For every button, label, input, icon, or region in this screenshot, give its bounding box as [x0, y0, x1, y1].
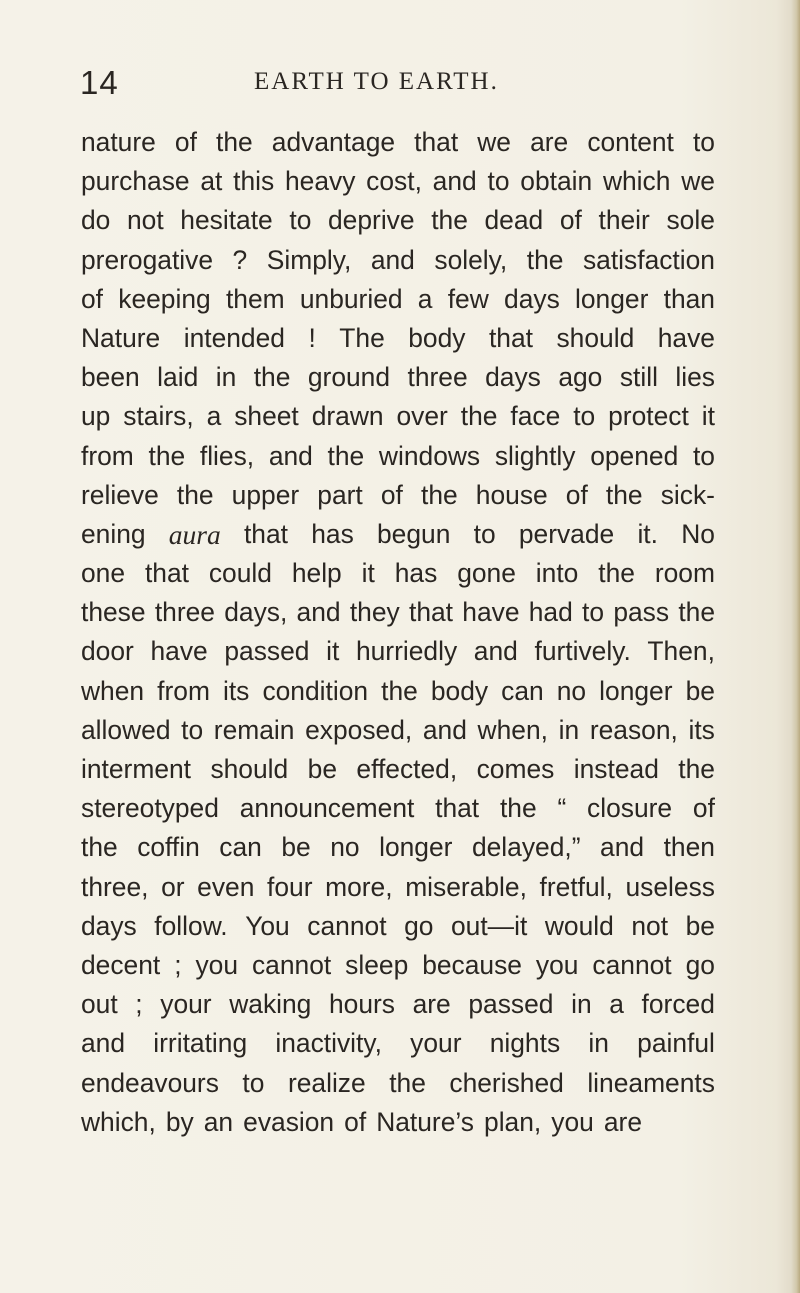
word: cannot: [592, 949, 672, 980]
page-number: 14: [80, 64, 119, 101]
word: into: [535, 558, 579, 589]
word: miserable,: [405, 871, 527, 902]
word: cannot: [251, 949, 332, 980]
word: sleep: [345, 949, 409, 980]
word: days: [504, 283, 560, 314]
word: we: [681, 166, 715, 197]
word: should: [210, 754, 289, 784]
text-line: [81, 280, 715, 319]
word: that: [408, 597, 454, 628]
word: stairs,: [123, 401, 194, 432]
running-title: EARTH TO EARTH.: [254, 68, 499, 95]
word: purchase: [81, 166, 190, 197]
word: intended: [183, 322, 285, 353]
word: dead: [484, 205, 544, 236]
italic-word: aura: [168, 518, 221, 550]
word: over: [396, 401, 448, 432]
word: coffin: [137, 832, 200, 863]
word: and: [422, 714, 467, 745]
word: and: [473, 636, 518, 667]
text-line: [81, 632, 715, 671]
word: slightly: [494, 440, 576, 471]
word: obtain: [520, 166, 593, 197]
word: in: [215, 362, 237, 393]
word: out—it: [451, 910, 528, 941]
word: to: [487, 166, 510, 197]
word: cost,: [366, 166, 422, 197]
word: hours: [328, 989, 395, 1020]
word: of: [565, 479, 588, 510]
word: you: [551, 1106, 594, 1137]
word: interment: [81, 754, 192, 784]
word: the: [148, 440, 186, 471]
word: to: [289, 205, 312, 236]
word: stereotyped: [81, 793, 219, 824]
word: and: [432, 166, 477, 197]
word: ground: [307, 362, 391, 393]
text-line: [81, 868, 715, 907]
word: house: [475, 479, 548, 510]
word: door: [81, 636, 134, 667]
word: solely,: [434, 244, 508, 275]
word: three: [407, 362, 468, 393]
text-line: [81, 476, 715, 515]
word: The: [339, 322, 385, 353]
word: when: [81, 675, 145, 706]
word: these: [81, 597, 146, 628]
word: go: [404, 910, 434, 941]
running-head: [0, 64, 800, 104]
word: the: [253, 362, 291, 393]
word: opened: [590, 440, 679, 471]
word: inactivity,: [275, 1028, 382, 1059]
word: hesitate: [180, 205, 273, 236]
word: room: [654, 558, 715, 589]
word: ;: [174, 949, 182, 980]
word: and: [296, 597, 341, 628]
word: that: [243, 518, 288, 549]
word: to: [242, 1067, 265, 1098]
word: longer: [599, 675, 673, 706]
text-line: [81, 828, 715, 867]
word: pass: [613, 597, 670, 628]
word: protect: [608, 401, 689, 432]
word: to: [473, 518, 496, 549]
word: out: [81, 989, 118, 1020]
word: the: [526, 244, 564, 275]
word: that: [488, 322, 533, 353]
word: windows: [378, 440, 481, 471]
text-line: [81, 554, 715, 593]
word: would: [544, 910, 614, 941]
word: their: [598, 205, 650, 236]
word: has: [394, 558, 438, 589]
word: prerogative: [81, 244, 214, 275]
word: to: [692, 440, 715, 471]
word: effected,: [356, 754, 458, 784]
text-line: [81, 123, 715, 162]
word: the: [327, 440, 365, 471]
word: at: [200, 166, 223, 197]
word: to: [573, 401, 596, 432]
word: face: [510, 401, 561, 432]
text-line: [81, 593, 715, 632]
word: of: [344, 1106, 367, 1137]
word: your: [410, 1028, 462, 1059]
text-line: [81, 672, 715, 711]
word: have: [150, 636, 208, 667]
word: Nature’s: [376, 1106, 474, 1137]
text-line: [81, 907, 715, 946]
word: them: [225, 283, 285, 314]
word: realize: [287, 1067, 366, 1098]
word: which,: [81, 1106, 156, 1137]
word: than: [663, 283, 715, 314]
text-line: [81, 1024, 715, 1063]
word: fretful,: [539, 871, 613, 902]
word: in: [571, 989, 592, 1020]
word: flies,: [199, 440, 255, 471]
word: can: [501, 675, 544, 706]
word: upper: [231, 479, 300, 510]
word: waking: [229, 989, 312, 1020]
text-line: [81, 358, 715, 397]
word: longer: [575, 283, 649, 314]
word: the: [460, 401, 498, 432]
word: the: [176, 479, 214, 510]
word: could: [208, 558, 272, 589]
word: a: [417, 283, 433, 314]
word: days: [81, 910, 137, 941]
word: to: [582, 597, 605, 628]
word: be: [685, 910, 715, 941]
word: follow.: [154, 910, 228, 941]
word: irritating: [153, 1028, 248, 1059]
word: to: [692, 127, 715, 157]
word: hurriedly: [355, 636, 458, 667]
word: the: [431, 205, 468, 236]
word: few: [447, 283, 489, 314]
text-line: [81, 946, 715, 985]
word: by: [165, 1106, 194, 1137]
word: do: [81, 205, 111, 236]
word: plan,: [484, 1106, 542, 1137]
word: lies: [675, 362, 715, 393]
word: days: [485, 362, 541, 393]
word: one: [81, 558, 126, 589]
word: from: [157, 675, 210, 706]
text-line: [81, 1103, 715, 1142]
word: because: [422, 949, 522, 980]
word: exposed,: [305, 714, 413, 745]
text-line: [81, 711, 715, 750]
word: and: [600, 832, 645, 863]
word: part: [317, 479, 363, 510]
word: can: [219, 832, 262, 863]
word: of: [559, 205, 582, 236]
word: days,: [224, 597, 288, 628]
word: Simply,: [266, 244, 352, 275]
word: a: [609, 989, 624, 1020]
text-line: [81, 985, 715, 1024]
word: laid: [157, 362, 199, 393]
word: no: [330, 832, 360, 863]
word: cherished: [449, 1067, 564, 1098]
word: the: [678, 754, 715, 784]
word: !: [308, 322, 316, 353]
word: the: [420, 479, 458, 510]
word: ago: [558, 362, 603, 393]
word: the: [389, 1067, 426, 1098]
word: had: [528, 597, 573, 628]
word: be: [307, 754, 337, 784]
word: drawn: [311, 401, 384, 432]
word: You: [245, 910, 290, 941]
word: the: [381, 675, 418, 706]
word: satisfaction: [582, 244, 715, 275]
word: the: [605, 479, 643, 510]
word: decent: [81, 949, 161, 980]
word: not: [126, 205, 164, 236]
word: three: [154, 597, 215, 628]
body-text: [81, 123, 715, 1142]
word: this: [233, 166, 275, 197]
word: it: [326, 636, 340, 667]
word: relieve: [81, 479, 159, 510]
word: and: [81, 1028, 126, 1059]
word: heavy: [284, 166, 356, 197]
word: passed: [468, 989, 554, 1020]
text-line: [81, 201, 715, 240]
word: ening: [81, 518, 146, 549]
word: “: [557, 793, 567, 824]
word: are: [530, 127, 569, 157]
word: to: [181, 714, 204, 745]
word: ;: [135, 989, 143, 1020]
word: nights: [489, 1028, 561, 1059]
word: No: [681, 518, 715, 549]
word: remain: [213, 714, 295, 745]
word: longer: [379, 832, 453, 863]
word: nature: [81, 127, 156, 157]
word: up: [81, 401, 111, 432]
word: Then,: [647, 636, 715, 667]
word: reason,: [589, 714, 678, 745]
word: advantage: [271, 127, 396, 157]
word: the: [216, 127, 253, 157]
word: the: [81, 832, 118, 863]
word: its: [222, 675, 250, 706]
word: be: [685, 675, 715, 706]
word: which: [602, 166, 671, 197]
word: keeping: [118, 283, 211, 314]
word: no: [556, 675, 587, 706]
word: more,: [325, 871, 393, 902]
word: ?: [232, 244, 248, 275]
word: lineaments: [587, 1067, 715, 1098]
word: or: [161, 871, 185, 902]
word: it: [701, 401, 715, 432]
word: help: [291, 558, 342, 589]
word: begun: [377, 518, 451, 549]
word: Nature: [81, 322, 161, 353]
word: then: [663, 832, 715, 863]
text-line: [81, 319, 715, 358]
text-line: [81, 789, 715, 828]
word: when,: [477, 714, 548, 745]
word: content: [587, 127, 674, 157]
word: of: [81, 283, 104, 314]
word: closure: [587, 793, 673, 824]
word: its: [688, 714, 715, 745]
word: of: [692, 793, 715, 824]
word: be: [281, 832, 311, 863]
word: are: [603, 1106, 643, 1137]
word: sick-: [660, 479, 715, 510]
word: are: [412, 989, 451, 1020]
word: forced: [641, 989, 715, 1020]
text-line: [81, 1064, 715, 1103]
word: in: [558, 714, 580, 745]
word: the: [499, 793, 537, 824]
text-line: [81, 437, 715, 476]
word: not: [631, 910, 669, 941]
word: in: [588, 1028, 609, 1059]
word: evasion: [243, 1106, 335, 1137]
word: a: [206, 401, 222, 432]
text-line: [81, 750, 715, 789]
word: that: [144, 558, 189, 589]
word: you: [195, 949, 239, 980]
word: cannot: [307, 910, 387, 941]
word: four: [267, 871, 313, 902]
word: that: [435, 793, 480, 824]
word: body: [408, 322, 466, 353]
word: your: [160, 989, 212, 1020]
word: comes: [476, 754, 555, 784]
word: an: [203, 1106, 234, 1137]
word: been: [81, 362, 140, 393]
word: they: [349, 597, 400, 628]
word: even: [197, 871, 255, 902]
word: it.: [637, 518, 658, 549]
word: still: [619, 362, 658, 393]
word: furtively.: [534, 636, 631, 667]
word: and: [370, 244, 415, 275]
word: have: [657, 322, 715, 353]
word: announcement: [239, 793, 415, 824]
text-line: [81, 162, 715, 201]
word: has: [311, 518, 354, 549]
word: body: [430, 675, 489, 706]
word: condition: [262, 675, 369, 706]
word: we: [477, 127, 511, 157]
word: of: [174, 127, 197, 157]
word: endeavours: [81, 1067, 219, 1098]
text-line: [81, 515, 715, 554]
word: unburied: [299, 283, 403, 314]
word: go: [685, 949, 715, 980]
word: deprive: [328, 205, 415, 236]
text-line: [81, 397, 715, 436]
word: painful: [637, 1028, 715, 1059]
word: allowed: [81, 714, 171, 745]
word: gone: [457, 558, 516, 589]
word: the: [598, 558, 635, 589]
word: delayed,”: [471, 832, 581, 863]
word: you: [535, 949, 579, 980]
word: of: [380, 479, 403, 510]
word: it: [361, 558, 375, 589]
word: and: [268, 440, 313, 471]
word: useless: [625, 871, 715, 902]
word: sheet: [234, 401, 299, 432]
word: the: [678, 597, 715, 628]
word: should: [556, 322, 635, 353]
page-edge-shadow: [791, 0, 800, 1293]
word: passed: [224, 636, 310, 667]
word: sole: [666, 205, 715, 236]
word: pervade: [518, 518, 615, 549]
word: from: [81, 440, 134, 471]
text-line: [81, 241, 715, 280]
word: three,: [81, 871, 149, 902]
word: that: [414, 127, 459, 157]
word: have: [462, 597, 520, 628]
word: instead: [573, 754, 659, 784]
